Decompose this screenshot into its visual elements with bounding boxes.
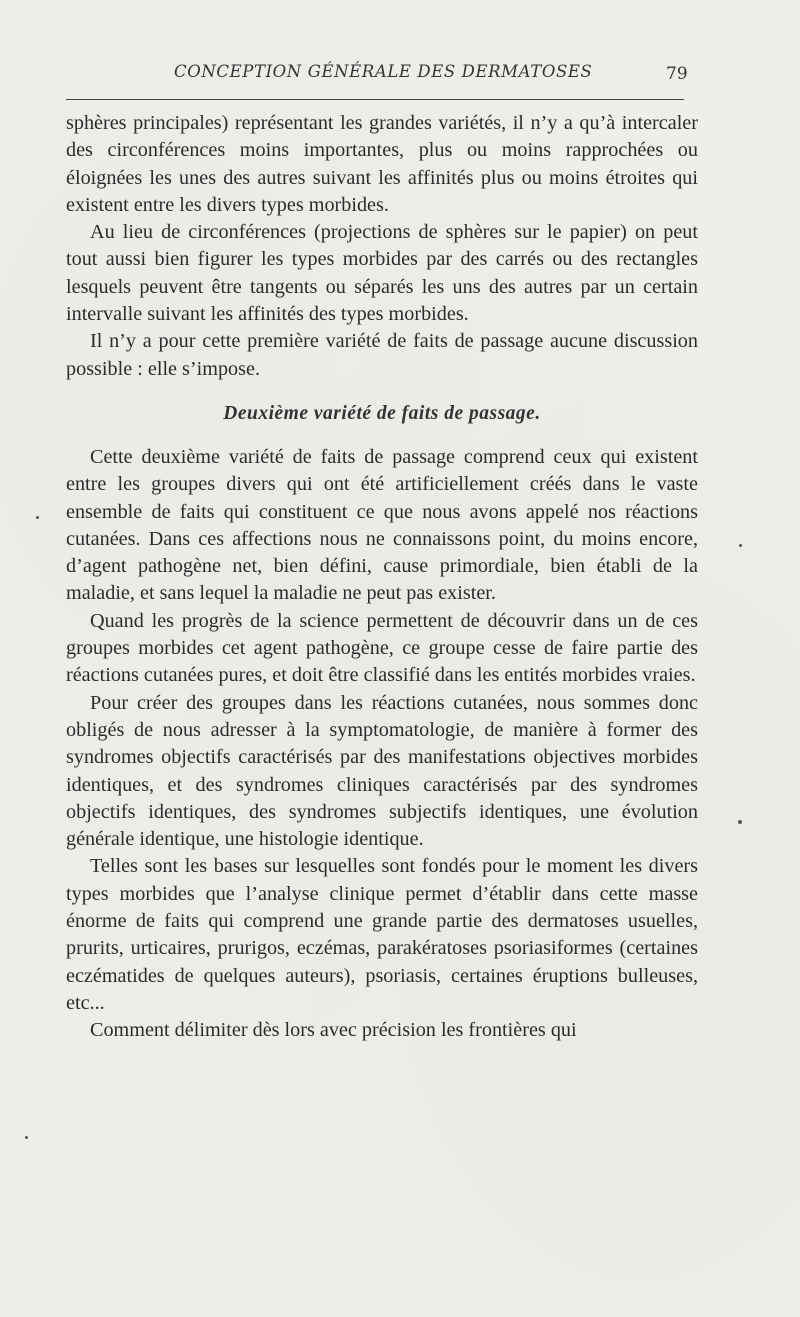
section-heading: Deuxième variété de faits de passage. xyxy=(223,402,541,424)
scan-speck xyxy=(739,544,742,547)
paragraph: Il n’y a pour cette première variété de faits de passage aucune discussion possible : elle s’impose. xyxy=(66,330,698,380)
scan-speck xyxy=(36,516,39,519)
page-number: 79 xyxy=(666,64,688,84)
paragraph: Pour créer des groupes dans les réactions cutanées, nous sommes donc obligés de nous adresser à la symptomatologie, de manière à former des syndromes objectifs caractérisés par des manifestations objectives morbides identiques, et des syndromes cliniques caractérisés par des syndromes objectifs identiques, des syndromes subjectifs identiques, une évolution générale identique, une histologie identique. xyxy=(66,691,698,851)
body-text xyxy=(66,110,698,1045)
paragraph: Cette deuxième variété de faits de passage comprend ceux qui existent entre les groupes divers qui ont été artificiellement créés dans le vaste ensemble de faits qui constituent ce que nous avons appelé nos réactions cutanées. Dans ces affections nous ne connaissons point, du moins encore, d’agent pathogène net, bien défini, cause primordiale, bien établi de la maladie, et sans lequel la maladie ne peut pas exister. xyxy=(66,445,698,605)
paragraph: Quand les progrès de la science permettent de découvrir dans un de ces groupes morbides cet agent pathogène, ce groupe cesse de faire partie des réactions cutanées pures, et doit être classifié dans les entités morbides vraies. xyxy=(66,609,698,687)
paragraph: Au lieu de circonférences (projections de sphères sur le papier) on peut tout aussi bien figurer les types morbides par des carrés ou des rectangles lesquels peuvent être tangents ou séparés les uns des autres par un certain intervalle suivant les affinités des types morbides. xyxy=(66,221,698,326)
paragraph-continued: sphères principales) représentant les grandes variétés, il n’y a qu’à intercaler des circonférences moins importantes, plus ou moins rapprochées ou éloignées les unes des autres suivant les affinités plus ou moins étroites qui existent entre les divers types morbides. xyxy=(66,112,698,216)
paragraph: Telles sont les bases sur lesquelles sont fondés pour le moment les divers types morbides que l’analyse clinique permet d’établir dans cette masse énorme de faits qui comprend une grande partie des dermatoses usuelles, prurits, urticaires, prurigos, eczémas, parakératoses psoriasiformes (certaines eczématides de quelques auteurs), psoriasis, certaines éruptions bulleuses, etc... xyxy=(66,855,698,1014)
scan-speck xyxy=(25,1136,28,1139)
header-rule xyxy=(66,99,684,100)
scan-speck xyxy=(738,820,742,824)
paragraph-continues: Comment délimiter dès lors avec précision les frontières qui xyxy=(90,1019,577,1042)
running-head: CONCEPTION GÉNÉRALE DES DERMATOSES xyxy=(174,62,593,81)
